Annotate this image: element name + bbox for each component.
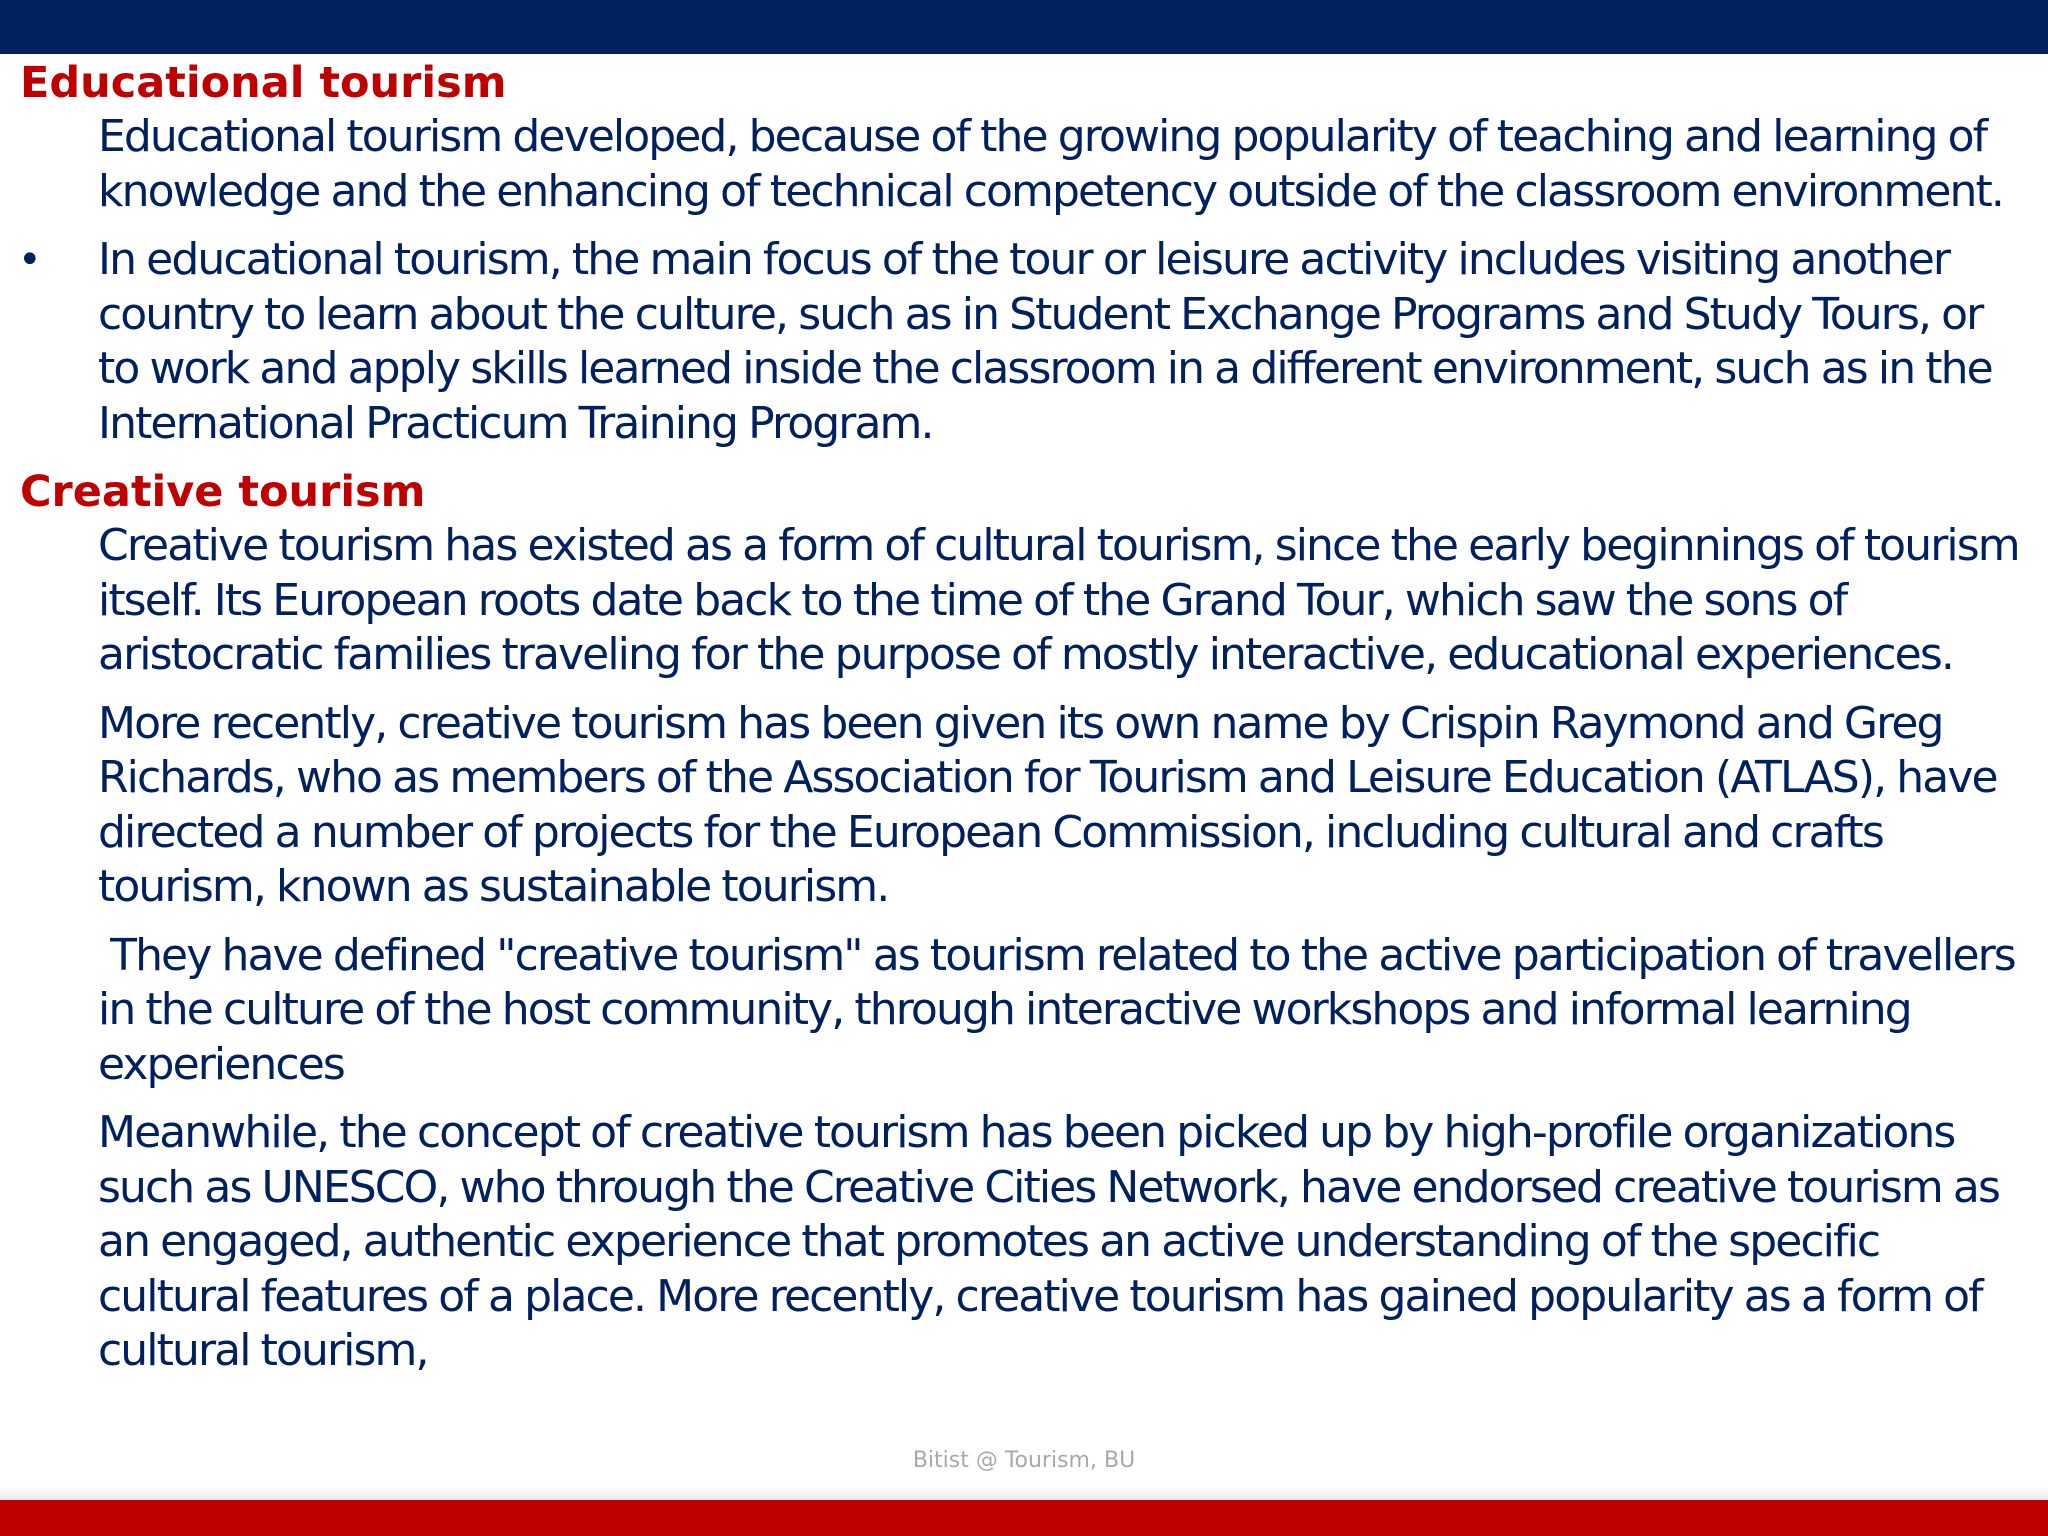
bottom-banner — [0, 1500, 2048, 1536]
paragraph-text: Meanwhile, the concept of creative tourism has been picked up by high-profile organizations such as UNESCO, who through the Creative Cities Network, have endorsed creative tourism as an engaged, authentic experience that promotes an active understanding of the specific cultural features of a place. More recently, creative tourism has gained popularity as a form of cultural tourism, — [98, 1107, 2000, 1376]
paragraph-text: Creative tourism has existed as a form of cultural tourism, since the early beginnings of tourism itself. Its European roots date back to the time of the Grand Tour, which saw the sons of aristocratic families traveling for the purpose of mostly interactive, educational experiences. — [98, 520, 2019, 680]
slide-footer: Bitist @ Tourism, BU — [912, 1448, 1136, 1473]
bullet-icon: • — [18, 237, 42, 283]
paragraph-creative-history — [98, 519, 2030, 683]
paragraph-text: In educational tourism, the main focus of the tour or leisure activity includes visiting another country to learn about the culture, such as in Student Exchange Programs and Study Tours, or to work and apply skills learned inside the classroom in a different environment, such as in the International Practicum Training Program. — [98, 234, 1992, 449]
section-heading-creative: Creative tourism — [20, 467, 426, 517]
paragraph-creative-unesco — [98, 1106, 2030, 1379]
paragraph-text: More recently, creative tourism has been given its own name by Crispin Raymond and Greg Richards, who as members of the Association for Tourism and Leisure Education (ATLAS), have directed a number of projects for the European Commission, including cultural and crafts tourism, known as sustainable tourism. — [98, 697, 1997, 912]
paragraph-creative-naming — [98, 697, 2030, 915]
paragraph-text: They have defined "creative tourism" as tourism related to the active participation of travellers in the culture of the host community, through interactive workshops and informal learning experiences — [98, 929, 2026, 1090]
top-banner — [0, 0, 2048, 54]
bullet-educational-focus — [18, 233, 2030, 451]
slide-content — [20, 56, 2030, 1379]
section-heading-educational: Educational tourism — [20, 58, 507, 108]
paragraph-educational-intro — [98, 110, 2030, 219]
paragraph-creative-definition — [98, 929, 2030, 1093]
paragraph-text: Educational tourism developed, because of the growing popularity of teaching and learning of knowledge and the enhancing of technical competency outside of the classroom environment. — [98, 111, 2003, 217]
bottom-banner-shadow — [0, 1486, 2048, 1500]
